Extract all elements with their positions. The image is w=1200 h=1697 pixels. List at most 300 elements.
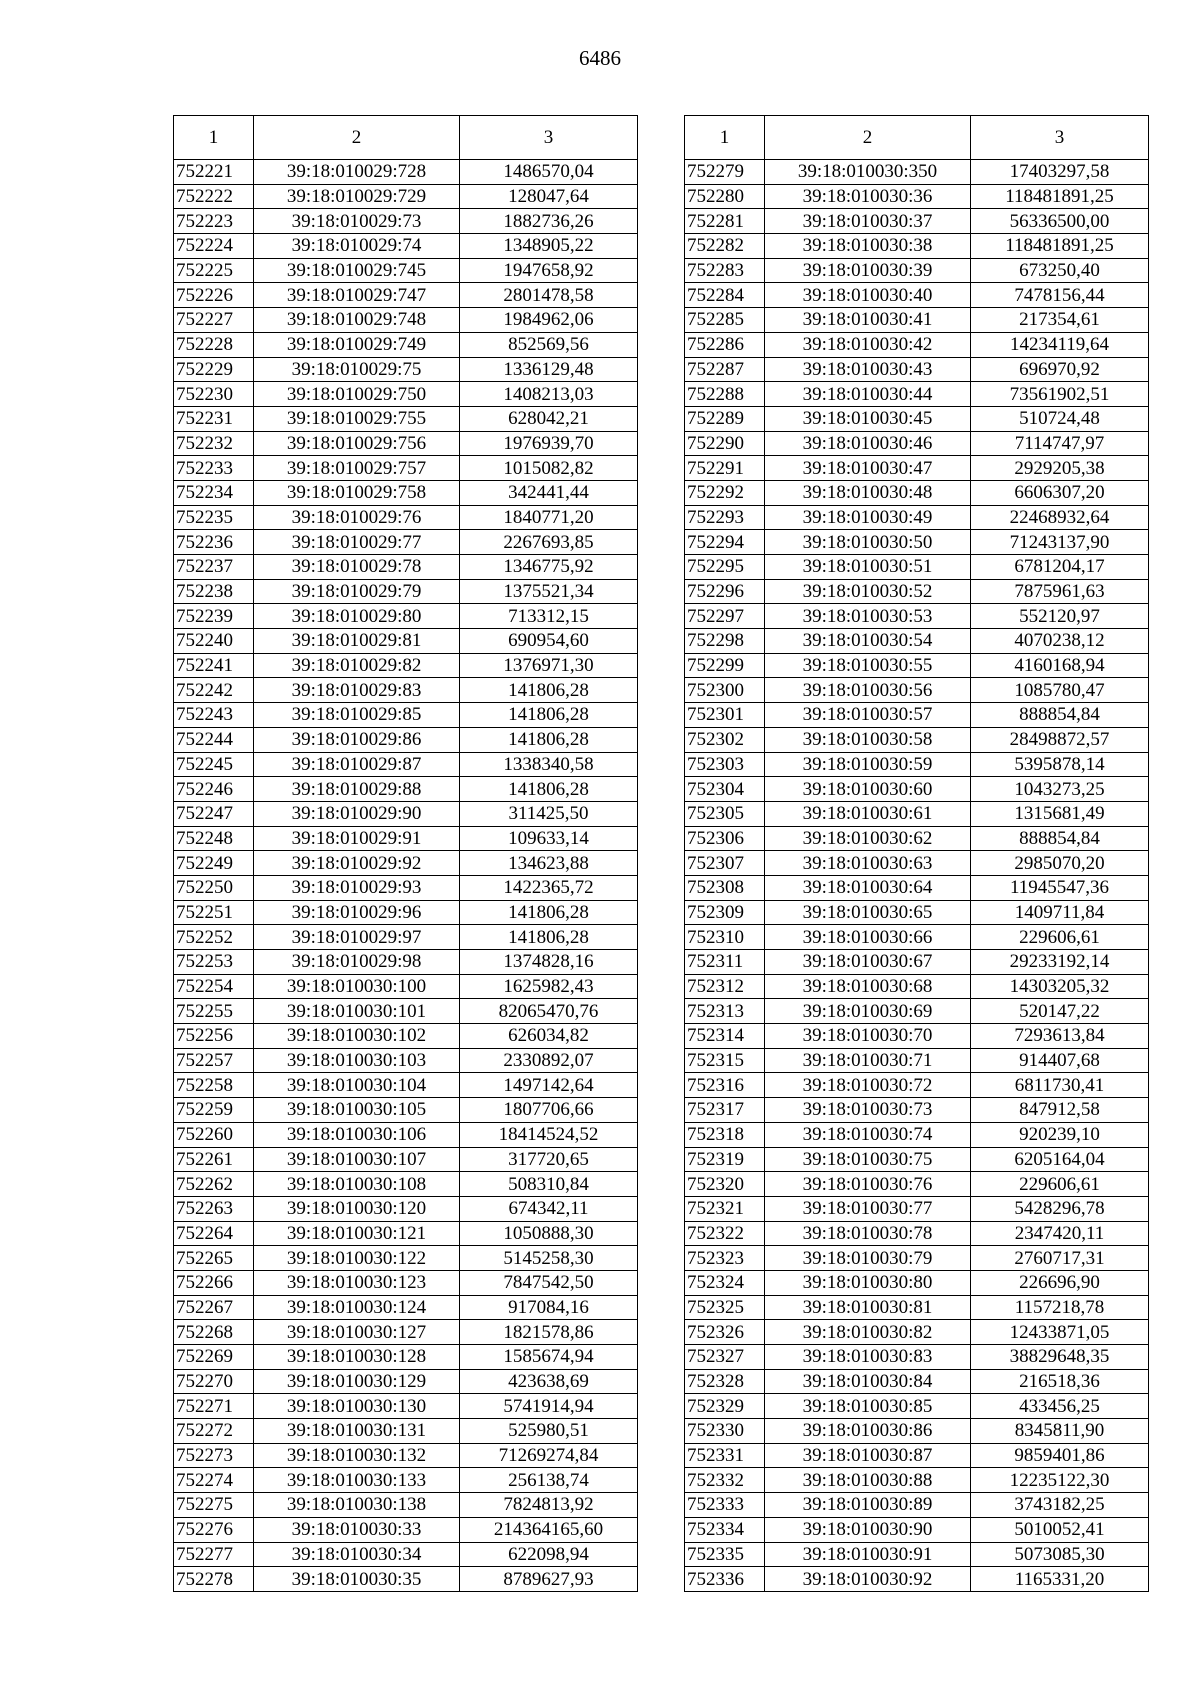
cadastral-number: 39:18:010030:81: [765, 1295, 971, 1320]
row-number: 752253: [174, 950, 254, 975]
table-row: [174, 1320, 638, 1345]
row-number: 752263: [174, 1196, 254, 1221]
cadastral-value: 1497142,64: [460, 1073, 638, 1098]
cadastral-value: 128047,64: [460, 184, 638, 209]
table-row: [685, 332, 1149, 357]
cadastral-value: 1422365,72: [460, 875, 638, 900]
cadastral-value: 1338340,58: [460, 752, 638, 777]
row-number: 752223: [174, 209, 254, 234]
cadastral-number: 39:18:010030:58: [765, 727, 971, 752]
cadastral-value: 433456,25: [971, 1394, 1149, 1419]
cadastral-number: 39:18:010030:72: [765, 1073, 971, 1098]
table-row: [174, 875, 638, 900]
cadastral-number: 39:18:010029:87: [254, 752, 460, 777]
cadastral-number: 39:18:010030:92: [765, 1567, 971, 1592]
cadastral-value: 7847542,50: [460, 1270, 638, 1295]
cadastral-value: 5741914,94: [460, 1394, 638, 1419]
cadastral-value: 6781204,17: [971, 555, 1149, 580]
cadastral-number: 39:18:010029:81: [254, 629, 460, 654]
row-number: 752326: [685, 1320, 765, 1345]
registry-table-left: [173, 115, 638, 1592]
table-row: [685, 1122, 1149, 1147]
row-number: 752222: [174, 184, 254, 209]
cadastral-number: 39:18:010030:106: [254, 1122, 460, 1147]
cadastral-value: 1043273,25: [971, 777, 1149, 802]
table-row: [685, 1517, 1149, 1542]
cadastral-number: 39:18:010030:120: [254, 1196, 460, 1221]
table-row: [174, 1270, 638, 1295]
row-number: 752276: [174, 1517, 254, 1542]
cadastral-number: 39:18:010029:75: [254, 357, 460, 382]
row-number: 752279: [685, 160, 765, 185]
cadastral-number: 39:18:010030:65: [765, 900, 971, 925]
row-number: 752229: [174, 357, 254, 382]
column-header-3: 3: [971, 116, 1149, 160]
row-number: 752329: [685, 1394, 765, 1419]
table-row: [685, 1221, 1149, 1246]
cadastral-value: 1015082,82: [460, 456, 638, 481]
row-number: 752254: [174, 974, 254, 999]
cadastral-value: 216518,36: [971, 1369, 1149, 1394]
table-row: [685, 1024, 1149, 1049]
row-number: 752280: [685, 184, 765, 209]
row-number: 752232: [174, 431, 254, 456]
cadastral-number: 39:18:010030:40: [765, 283, 971, 308]
row-number: 752270: [174, 1369, 254, 1394]
cadastral-number: 39:18:010030:130: [254, 1394, 460, 1419]
table-row: [174, 1419, 638, 1444]
table-row: [174, 258, 638, 283]
cadastral-value: 423638,69: [460, 1369, 638, 1394]
table-row: [685, 1073, 1149, 1098]
table-row: [685, 1048, 1149, 1073]
row-number: 752240: [174, 629, 254, 654]
cadastral-number: 39:18:010030:57: [765, 703, 971, 728]
cadastral-value: 134623,88: [460, 851, 638, 876]
table-row: [685, 1295, 1149, 1320]
cadastral-number: 39:18:010030:88: [765, 1468, 971, 1493]
row-number: 752267: [174, 1295, 254, 1320]
row-number: 752302: [685, 727, 765, 752]
cadastral-value: 2347420,11: [971, 1221, 1149, 1246]
table-row: [174, 209, 638, 234]
row-number: 752257: [174, 1048, 254, 1073]
cadastral-value: 917084,16: [460, 1295, 638, 1320]
cadastral-value: 1840771,20: [460, 505, 638, 530]
cadastral-number: 39:18:010030:108: [254, 1172, 460, 1197]
row-number: 752260: [174, 1122, 254, 1147]
cadastral-number: 39:18:010029:756: [254, 431, 460, 456]
cadastral-number: 39:18:010030:63: [765, 851, 971, 876]
row-number: 752235: [174, 505, 254, 530]
row-number: 752328: [685, 1369, 765, 1394]
row-number: 752271: [174, 1394, 254, 1419]
cadastral-number: 39:18:010030:107: [254, 1147, 460, 1172]
row-number: 752221: [174, 160, 254, 185]
cadastral-value: 141806,28: [460, 777, 638, 802]
table-row: [174, 1295, 638, 1320]
cadastral-value: 1050888,30: [460, 1221, 638, 1246]
row-number: 752323: [685, 1246, 765, 1271]
table-row: [685, 1098, 1149, 1123]
row-number: 752293: [685, 505, 765, 530]
table-row: [174, 629, 638, 654]
row-number: 752255: [174, 999, 254, 1024]
table-row: [174, 160, 638, 185]
cadastral-value: 1315681,49: [971, 801, 1149, 826]
cadastral-number: 39:18:010029:757: [254, 456, 460, 481]
cadastral-number: 39:18:010030:133: [254, 1468, 460, 1493]
cadastral-value: 317720,65: [460, 1147, 638, 1172]
cadastral-value: 14303205,32: [971, 974, 1149, 999]
cadastral-number: 39:18:010029:80: [254, 604, 460, 629]
cadastral-number: 39:18:010029:88: [254, 777, 460, 802]
row-number: 752264: [174, 1221, 254, 1246]
table-row: [685, 579, 1149, 604]
cadastral-value: 226696,90: [971, 1270, 1149, 1295]
cadastral-value: 508310,84: [460, 1172, 638, 1197]
cadastral-value: 888854,84: [971, 703, 1149, 728]
cadastral-number: 39:18:010029:745: [254, 258, 460, 283]
cadastral-value: 56336500,00: [971, 209, 1149, 234]
table-row: [174, 752, 638, 777]
row-number: 752303: [685, 752, 765, 777]
cadastral-number: 39:18:010029:73: [254, 209, 460, 234]
row-number: 752312: [685, 974, 765, 999]
cadastral-number: 39:18:010030:104: [254, 1073, 460, 1098]
cadastral-number: 39:18:010030:103: [254, 1048, 460, 1073]
cadastral-number: 39:18:010030:66: [765, 925, 971, 950]
table-row: [685, 1567, 1149, 1592]
cadastral-number: 39:18:010030:60: [765, 777, 971, 802]
row-number: 752316: [685, 1073, 765, 1098]
table-row: [685, 1172, 1149, 1197]
table-row: [174, 777, 638, 802]
cadastral-number: 39:18:010030:34: [254, 1542, 460, 1567]
table-row: [685, 1270, 1149, 1295]
table-row: [685, 406, 1149, 431]
cadastral-value: 38829648,35: [971, 1345, 1149, 1370]
cadastral-number: 39:18:010029:79: [254, 579, 460, 604]
table-row: [174, 703, 638, 728]
row-number: 752266: [174, 1270, 254, 1295]
table-row: [685, 1246, 1149, 1271]
row-number: 752332: [685, 1468, 765, 1493]
cadastral-number: 39:18:010030:76: [765, 1172, 971, 1197]
table-body: [174, 160, 638, 1592]
table-row: [174, 357, 638, 382]
row-number: 752262: [174, 1172, 254, 1197]
table-row: [174, 1493, 638, 1518]
cadastral-value: 8789627,93: [460, 1567, 638, 1592]
cadastral-value: 118481891,25: [971, 234, 1149, 259]
cadastral-value: 1374828,16: [460, 950, 638, 975]
row-number: 752225: [174, 258, 254, 283]
row-number: 752295: [685, 555, 765, 580]
cadastral-number: 39:18:010030:46: [765, 431, 971, 456]
cadastral-value: 1821578,86: [460, 1320, 638, 1345]
cadastral-value: 6606307,20: [971, 480, 1149, 505]
cadastral-value: 5145258,30: [460, 1246, 638, 1271]
row-number: 752307: [685, 851, 765, 876]
cadastral-value: 525980,51: [460, 1419, 638, 1444]
row-number: 752308: [685, 875, 765, 900]
row-number: 752298: [685, 629, 765, 654]
cadastral-number: 39:18:010030:84: [765, 1369, 971, 1394]
cadastral-value: 4070238,12: [971, 629, 1149, 654]
cadastral-number: 39:18:010030:52: [765, 579, 971, 604]
row-number: 752247: [174, 801, 254, 826]
row-number: 752304: [685, 777, 765, 802]
cadastral-value: 73561902,51: [971, 382, 1149, 407]
cadastral-value: 1336129,48: [460, 357, 638, 382]
cadastral-number: 39:18:010030:131: [254, 1419, 460, 1444]
cadastral-value: 11945547,36: [971, 875, 1149, 900]
cadastral-number: 39:18:010030:41: [765, 308, 971, 333]
cadastral-number: 39:18:010030:350: [765, 160, 971, 185]
table-row: [685, 950, 1149, 975]
cadastral-number: 39:18:010029:76: [254, 505, 460, 530]
table-row: [174, 1122, 638, 1147]
row-number: 752317: [685, 1098, 765, 1123]
table-row: [685, 234, 1149, 259]
cadastral-value: 214364165,60: [460, 1517, 638, 1542]
cadastral-value: 1807706,66: [460, 1098, 638, 1123]
cadastral-number: 39:18:010029:747: [254, 283, 460, 308]
table-row: [174, 1443, 638, 1468]
cadastral-number: 39:18:010030:62: [765, 826, 971, 851]
table-row: [174, 283, 638, 308]
row-number: 752335: [685, 1542, 765, 1567]
column-header-2: 2: [765, 116, 971, 160]
row-number: 752297: [685, 604, 765, 629]
row-number: 752313: [685, 999, 765, 1024]
table-row: [174, 308, 638, 333]
cadastral-value: 141806,28: [460, 925, 638, 950]
cadastral-number: 39:18:010030:49: [765, 505, 971, 530]
cadastral-number: 39:18:010030:54: [765, 629, 971, 654]
cadastral-value: 1376971,30: [460, 653, 638, 678]
column-header-1: 1: [174, 116, 254, 160]
table-row: [174, 406, 638, 431]
row-number: 752224: [174, 234, 254, 259]
cadastral-number: 39:18:010030:75: [765, 1147, 971, 1172]
cadastral-number: 39:18:010030:122: [254, 1246, 460, 1271]
cadastral-value: 1085780,47: [971, 678, 1149, 703]
cadastral-number: 39:18:010030:42: [765, 332, 971, 357]
table-row: [685, 900, 1149, 925]
table-row: [685, 925, 1149, 950]
cadastral-value: 2267693,85: [460, 530, 638, 555]
cadastral-value: 1947658,92: [460, 258, 638, 283]
row-number: 752243: [174, 703, 254, 728]
row-number: 752242: [174, 678, 254, 703]
cadastral-number: 39:18:010029:93: [254, 875, 460, 900]
cadastral-number: 39:18:010029:748: [254, 308, 460, 333]
cadastral-number: 39:18:010029:755: [254, 406, 460, 431]
table-row: [685, 1542, 1149, 1567]
table-row: [685, 1468, 1149, 1493]
cadastral-value: 673250,40: [971, 258, 1149, 283]
row-number: 752282: [685, 234, 765, 259]
table-row: [685, 184, 1149, 209]
row-number: 752268: [174, 1320, 254, 1345]
cadastral-number: 39:18:010030:69: [765, 999, 971, 1024]
cadastral-value: 914407,68: [971, 1048, 1149, 1073]
cadastral-number: 39:18:010030:38: [765, 234, 971, 259]
cadastral-value: 552120,97: [971, 604, 1149, 629]
table-row: [685, 703, 1149, 728]
row-number: 752301: [685, 703, 765, 728]
table-row: [685, 1369, 1149, 1394]
cadastral-number: 39:18:010030:64: [765, 875, 971, 900]
table-row: [685, 999, 1149, 1024]
cadastral-number: 39:18:010030:44: [765, 382, 971, 407]
table-row: [685, 480, 1149, 505]
cadastral-value: 5010052,41: [971, 1517, 1149, 1542]
cadastral-value: 2801478,58: [460, 283, 638, 308]
cadastral-value: 696970,92: [971, 357, 1149, 382]
cadastral-value: 1408213,03: [460, 382, 638, 407]
cadastral-number: 39:18:010030:128: [254, 1345, 460, 1370]
row-number: 752309: [685, 900, 765, 925]
row-number: 752261: [174, 1147, 254, 1172]
row-number: 752290: [685, 431, 765, 456]
row-number: 752299: [685, 653, 765, 678]
table-row: [174, 604, 638, 629]
cadastral-value: 5395878,14: [971, 752, 1149, 777]
row-number: 752336: [685, 1567, 765, 1592]
cadastral-number: 39:18:010030:68: [765, 974, 971, 999]
row-number: 752269: [174, 1345, 254, 1370]
table-row: [685, 357, 1149, 382]
row-number: 752296: [685, 579, 765, 604]
row-number: 752281: [685, 209, 765, 234]
cadastral-number: 39:18:010029:728: [254, 160, 460, 185]
row-number: 752274: [174, 1468, 254, 1493]
cadastral-value: 1165331,20: [971, 1567, 1149, 1592]
cadastral-value: 2330892,07: [460, 1048, 638, 1073]
row-number: 752275: [174, 1493, 254, 1518]
row-number: 752330: [685, 1419, 765, 1444]
cadastral-value: 5073085,30: [971, 1542, 1149, 1567]
table-row: [174, 1517, 638, 1542]
row-number: 752305: [685, 801, 765, 826]
table-row: [174, 950, 638, 975]
table-row: [174, 530, 638, 555]
table-row: [685, 1320, 1149, 1345]
row-number: 752231: [174, 406, 254, 431]
table-row: [685, 1443, 1149, 1468]
table-row: [685, 801, 1149, 826]
row-number: 752289: [685, 406, 765, 431]
cadastral-value: 2985070,20: [971, 851, 1149, 876]
cadastral-value: 690954,60: [460, 629, 638, 654]
row-number: 752233: [174, 456, 254, 481]
table-row: [685, 875, 1149, 900]
cadastral-number: 39:18:010030:47: [765, 456, 971, 481]
table-row: [174, 1147, 638, 1172]
cadastral-number: 39:18:010030:105: [254, 1098, 460, 1123]
cadastral-value: 3743182,25: [971, 1493, 1149, 1518]
cadastral-number: 39:18:010029:758: [254, 480, 460, 505]
cadastral-number: 39:18:010029:85: [254, 703, 460, 728]
table-row: [685, 727, 1149, 752]
cadastral-value: 7478156,44: [971, 283, 1149, 308]
cadastral-number: 39:18:010030:78: [765, 1221, 971, 1246]
cadastral-number: 39:18:010029:91: [254, 826, 460, 851]
cadastral-value: 2929205,38: [971, 456, 1149, 481]
cadastral-value: 713312,15: [460, 604, 638, 629]
cadastral-number: 39:18:010030:138: [254, 1493, 460, 1518]
row-number: 752284: [685, 283, 765, 308]
cadastral-number: 39:18:010029:74: [254, 234, 460, 259]
cadastral-value: 1625982,43: [460, 974, 638, 999]
cadastral-value: 141806,28: [460, 900, 638, 925]
table-row: [685, 974, 1149, 999]
cadastral-number: 39:18:010030:39: [765, 258, 971, 283]
row-number: 752265: [174, 1246, 254, 1271]
cadastral-number: 39:18:010029:77: [254, 530, 460, 555]
table-row: [174, 555, 638, 580]
cadastral-number: 39:18:010029:82: [254, 653, 460, 678]
row-number: 752228: [174, 332, 254, 357]
row-number: 752273: [174, 1443, 254, 1468]
cadastral-value: 82065470,76: [460, 999, 638, 1024]
row-number: 752277: [174, 1542, 254, 1567]
cadastral-number: 39:18:010030:121: [254, 1221, 460, 1246]
cadastral-value: 22468932,64: [971, 505, 1149, 530]
row-number: 752314: [685, 1024, 765, 1049]
cadastral-number: 39:18:010029:750: [254, 382, 460, 407]
table-row: [685, 308, 1149, 333]
cadastral-number: 39:18:010030:36: [765, 184, 971, 209]
table-row: [174, 332, 638, 357]
cadastral-value: 510724,48: [971, 406, 1149, 431]
cadastral-value: 217354,61: [971, 308, 1149, 333]
table-row: [174, 234, 638, 259]
cadastral-value: 5428296,78: [971, 1196, 1149, 1221]
table-row: [174, 999, 638, 1024]
cadastral-number: 39:18:010030:124: [254, 1295, 460, 1320]
cadastral-value: 852569,56: [460, 332, 638, 357]
cadastral-number: 39:18:010030:79: [765, 1246, 971, 1271]
cadastral-value: 1346775,92: [460, 555, 638, 580]
table-row: [685, 777, 1149, 802]
row-number: 752251: [174, 900, 254, 925]
row-number: 752245: [174, 752, 254, 777]
cadastral-value: 7114747,97: [971, 431, 1149, 456]
cadastral-value: 1348905,22: [460, 234, 638, 259]
row-number: 752239: [174, 604, 254, 629]
cadastral-number: 39:18:010029:729: [254, 184, 460, 209]
cadastral-number: 39:18:010030:51: [765, 555, 971, 580]
table-row: [685, 530, 1149, 555]
table-row: [685, 283, 1149, 308]
cadastral-number: 39:18:010030:83: [765, 1345, 971, 1370]
cadastral-number: 39:18:010030:70: [765, 1024, 971, 1049]
cadastral-number: 39:18:010030:127: [254, 1320, 460, 1345]
row-number: 752286: [685, 332, 765, 357]
cadastral-number: 39:18:010030:90: [765, 1517, 971, 1542]
cadastral-value: 342441,44: [460, 480, 638, 505]
cadastral-number: 39:18:010030:129: [254, 1369, 460, 1394]
table-row: [685, 505, 1149, 530]
table-row: [174, 1567, 638, 1592]
table-row: [685, 629, 1149, 654]
table-row: [174, 1196, 638, 1221]
row-number: 752315: [685, 1048, 765, 1073]
